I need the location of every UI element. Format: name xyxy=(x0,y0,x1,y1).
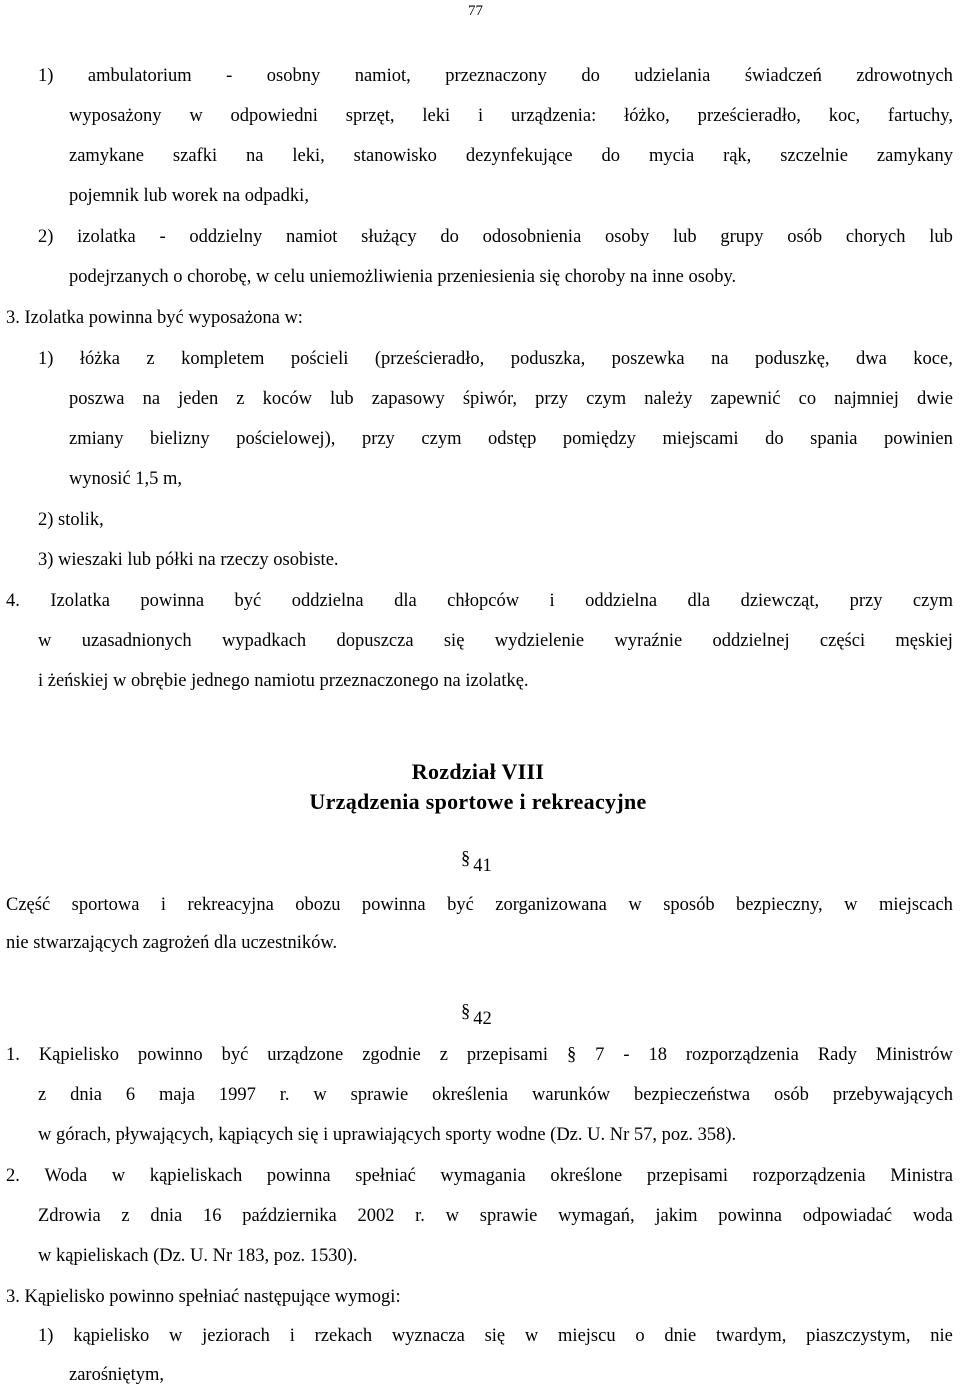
word: r. xyxy=(279,1085,290,1105)
word: się xyxy=(484,1326,506,1346)
word: wymagań, xyxy=(558,1206,635,1226)
word: zgodnie xyxy=(362,1045,421,1065)
word: dwa xyxy=(856,349,887,369)
word: dopuszcza xyxy=(336,631,414,651)
word: z xyxy=(439,1045,448,1065)
word: Izolatka xyxy=(50,591,110,611)
word: i xyxy=(478,106,484,126)
word: z xyxy=(38,1085,47,1105)
word: czym xyxy=(912,591,953,611)
word: koc, xyxy=(828,106,861,126)
word: zamykany xyxy=(876,146,953,166)
word: części xyxy=(819,631,866,651)
word: rozporządzenia xyxy=(685,1045,799,1065)
word: jeziorach xyxy=(202,1326,270,1346)
word: w xyxy=(38,631,52,651)
word: 1) xyxy=(38,1326,54,1346)
word: odpowiedni xyxy=(230,106,318,126)
chapter-subtitle: Urządzenia sportowe i rekreacyjne xyxy=(309,789,647,814)
word: piaszczystym, xyxy=(806,1326,911,1346)
word: przepisami xyxy=(466,1045,549,1065)
word: się xyxy=(443,631,465,651)
word: dnia xyxy=(150,1206,183,1226)
word: być xyxy=(221,1045,249,1065)
word: 6 xyxy=(125,1085,136,1105)
word: przebywających xyxy=(832,1085,953,1105)
word: wyraźnie xyxy=(614,631,683,651)
word: na xyxy=(142,389,161,409)
word: oddzielna xyxy=(585,591,658,611)
word: rąk, xyxy=(723,146,752,166)
word: wyposażony xyxy=(69,106,162,126)
word: obozu xyxy=(295,895,341,915)
word: 1) xyxy=(38,349,54,369)
word: sportowa xyxy=(71,895,140,915)
word: spania xyxy=(810,429,858,449)
word: 1997 xyxy=(218,1085,256,1105)
word: jeden xyxy=(178,389,219,409)
word: w xyxy=(628,895,642,915)
word: łóżko, xyxy=(624,106,670,126)
word: łóżka xyxy=(79,349,120,369)
text-line: wynosić 1,5 m, xyxy=(69,469,183,489)
word: osobny xyxy=(266,66,321,86)
word: dezynfekujące xyxy=(465,146,573,166)
word: wydzielenie xyxy=(494,631,585,651)
word: miejscami xyxy=(662,429,739,449)
word: powinna xyxy=(266,1166,331,1186)
word: udzielania xyxy=(634,66,711,86)
word: zdrowotnych xyxy=(856,66,953,86)
word: prześcieradło, xyxy=(697,106,801,126)
word: 4. xyxy=(6,591,20,611)
word: osób xyxy=(773,1085,809,1105)
word: przy xyxy=(849,591,883,611)
word: miejscach xyxy=(878,895,953,915)
word: wymagania xyxy=(440,1166,526,1186)
word: ambulatorium xyxy=(87,66,192,86)
word: 16 xyxy=(202,1206,222,1226)
word: sprzęt, xyxy=(345,106,395,126)
word: 7 xyxy=(595,1045,605,1065)
word: fartuchy, xyxy=(887,106,953,126)
word: na xyxy=(711,349,729,369)
word: dla xyxy=(687,591,711,611)
word: odpowiadać xyxy=(802,1206,893,1226)
chapter-title: Rozdział VIII xyxy=(411,759,545,784)
word: Ministra xyxy=(890,1166,953,1186)
word: sposób xyxy=(663,895,715,915)
word: Rady xyxy=(817,1045,857,1065)
word: woda xyxy=(912,1206,953,1226)
word: w xyxy=(111,1166,126,1186)
word: warunków xyxy=(532,1085,611,1105)
word: odosobnienia xyxy=(482,227,582,247)
text-line: nie stwarzających zagrożeń dla uczestników. xyxy=(6,933,338,953)
section-sign: § xyxy=(461,1002,471,1022)
word: bezpieczeństwa xyxy=(634,1085,751,1105)
word: być xyxy=(447,895,474,915)
word: służący xyxy=(361,227,417,247)
word: i xyxy=(160,895,167,915)
word: zapasowy xyxy=(371,389,445,409)
word: poszewka xyxy=(611,349,685,369)
word: przy xyxy=(361,429,395,449)
text-line xyxy=(38,1205,953,1227)
page-number: 77 xyxy=(468,3,483,19)
section-sign: § xyxy=(461,849,471,869)
word: grupy xyxy=(720,227,764,247)
word: bielizny xyxy=(150,429,210,449)
word: wyznacza xyxy=(391,1326,465,1346)
text-line: w kąpieliskach (Dz. U. Nr 183, poz. 1530). xyxy=(38,1246,358,1266)
text-line: 3. Kąpielisko powinno spełniać następujące wymogi: xyxy=(6,1287,401,1307)
text-line: 3. Izolatka powinna być wyposażona w: xyxy=(6,308,303,328)
word: powinna xyxy=(361,895,426,915)
word: chłopców xyxy=(447,591,520,611)
paragraph-42-number xyxy=(461,1002,492,1030)
word: - xyxy=(226,66,233,86)
word: lub xyxy=(330,389,354,409)
word: poduszkę, xyxy=(755,349,830,369)
word: i xyxy=(289,1326,295,1346)
word: 18 xyxy=(648,1045,667,1065)
word: z xyxy=(236,389,245,409)
text-line: w górach, pływających, kąpiących się i uprawiających sporty wodne (Dz. U. Nr 57, poz. 358). xyxy=(38,1125,737,1145)
word: w xyxy=(313,1085,327,1105)
text-line xyxy=(38,630,953,652)
word: zamykane xyxy=(69,146,144,166)
word: dwie xyxy=(917,389,953,409)
word: Woda xyxy=(44,1166,88,1186)
word: poduszka, xyxy=(510,349,586,369)
word: i xyxy=(549,591,555,611)
word: szafki xyxy=(172,146,218,166)
word: być xyxy=(234,591,262,611)
word: października xyxy=(242,1206,337,1226)
word: nie xyxy=(930,1326,953,1346)
word: śpiwór, xyxy=(462,389,518,409)
word: należy xyxy=(644,389,693,409)
word: oddzielna xyxy=(291,591,364,611)
text-line xyxy=(6,590,953,612)
paragraph-41-number xyxy=(461,849,492,877)
word: bezpieczny, xyxy=(736,895,823,915)
word: - xyxy=(623,1045,630,1065)
word: 2002 xyxy=(357,1206,395,1226)
word: w xyxy=(524,1326,539,1346)
word: w xyxy=(445,1206,460,1226)
word: kąpieliskach xyxy=(149,1166,243,1186)
text-line xyxy=(6,1165,953,1187)
word: miejscu xyxy=(558,1326,616,1346)
word: szczelnie xyxy=(780,146,849,166)
text-line xyxy=(6,1044,953,1066)
word: maja xyxy=(159,1085,195,1105)
word: 2. xyxy=(6,1166,20,1186)
word: w xyxy=(189,106,203,126)
text-line: zarośniętym, xyxy=(69,1365,165,1385)
word: rozporządzenia xyxy=(752,1166,866,1186)
word: do xyxy=(440,227,459,247)
word: w xyxy=(169,1326,183,1346)
word: osób xyxy=(787,227,823,247)
text-line xyxy=(69,388,953,410)
word: oddzielny xyxy=(189,227,263,247)
text-line: 2) stolik, xyxy=(38,510,104,530)
word: Ministrów xyxy=(875,1045,953,1065)
word: osoby xyxy=(605,227,650,247)
word: urządzone xyxy=(267,1045,344,1065)
word: z xyxy=(146,349,155,369)
word: powinna xyxy=(718,1206,782,1226)
word: - xyxy=(159,227,166,247)
word: 2) xyxy=(38,227,54,247)
word: § xyxy=(566,1045,577,1065)
word: dziewcząt, xyxy=(740,591,820,611)
word: zapewnić xyxy=(710,389,781,409)
paragraph-number: 42 xyxy=(473,1009,492,1029)
word: przepisami xyxy=(646,1166,729,1186)
word: zmiany xyxy=(69,429,124,449)
word: najmniej xyxy=(834,389,899,409)
word: sprawie xyxy=(350,1085,409,1105)
word: do xyxy=(601,146,621,166)
word: Część xyxy=(6,895,51,915)
word: o xyxy=(635,1326,645,1346)
text-line: podejrzanych o chorobę, w celu uniemożliwienia przeniesienia się choroby na inne osoby. xyxy=(69,267,737,287)
word: rzekach xyxy=(314,1326,373,1346)
word: określone xyxy=(550,1166,623,1186)
word: do xyxy=(581,66,600,86)
word: powinna xyxy=(140,591,205,611)
word: sprawie xyxy=(479,1206,538,1226)
word: wypadkach xyxy=(221,631,307,651)
word: powinno xyxy=(137,1045,203,1065)
word: pościeli xyxy=(290,349,349,369)
text-line xyxy=(38,348,953,370)
text-line xyxy=(69,428,953,450)
word: powinien xyxy=(884,429,953,449)
word: czym xyxy=(586,389,627,409)
word: przeznaczony xyxy=(445,66,547,86)
word: twardym, xyxy=(716,1326,787,1346)
text-line: pojemnik lub worek na odpadki, xyxy=(69,186,309,206)
word: 1) xyxy=(38,66,54,86)
text-line xyxy=(69,105,953,127)
word: pościelowej), xyxy=(236,429,336,449)
word: 1. xyxy=(6,1045,20,1065)
word: leki xyxy=(422,106,451,126)
word: namiot, xyxy=(354,66,411,86)
word: z xyxy=(121,1206,130,1226)
word: lub xyxy=(929,227,953,247)
word: uzasadnionych xyxy=(81,631,192,651)
word: jakim xyxy=(655,1206,698,1226)
word: męskiej xyxy=(895,631,953,651)
word: dnia xyxy=(70,1085,102,1105)
word: oddzielnej xyxy=(712,631,790,651)
word: r. xyxy=(415,1206,425,1226)
text-line xyxy=(38,1084,953,1106)
text-line: 3) wieszaki lub półki na rzeczy osobiste. xyxy=(38,550,339,570)
word: w xyxy=(844,895,858,915)
word: Kąpielisko xyxy=(38,1045,119,1065)
word: Zdrowia xyxy=(38,1206,101,1226)
word: przy xyxy=(535,389,569,409)
word: mycia xyxy=(648,146,695,166)
word: leki, xyxy=(292,146,325,166)
word: koce, xyxy=(913,349,953,369)
word: kąpielisko xyxy=(73,1326,150,1346)
word: urządzenia: xyxy=(510,106,597,126)
paragraph-number: 41 xyxy=(473,856,492,876)
word: chorych xyxy=(845,227,906,247)
text-line xyxy=(38,226,953,248)
word: do xyxy=(765,429,784,449)
word: spełniać xyxy=(355,1166,416,1186)
word: rekreacyjna xyxy=(187,895,274,915)
word: odstęp xyxy=(488,429,537,449)
word: określenia xyxy=(432,1085,509,1105)
word: zorganizowana xyxy=(495,895,607,915)
word: świadczeń xyxy=(744,66,822,86)
word: stanowisko xyxy=(353,146,437,166)
text-line xyxy=(69,145,953,167)
word: koców xyxy=(262,389,312,409)
word: czym xyxy=(421,429,462,449)
word: poszwa xyxy=(69,389,125,409)
word: lub xyxy=(672,227,697,247)
text-line xyxy=(38,65,953,87)
word: dla xyxy=(394,591,417,611)
text-line xyxy=(6,894,953,916)
word: co xyxy=(798,389,817,409)
word: izolatka xyxy=(77,227,136,247)
word: namiot xyxy=(286,227,338,247)
word: pomiędzy xyxy=(562,429,636,449)
word: na xyxy=(246,146,264,166)
text-line: i żeńskiej w obrębie jednego namiotu przeznaczonego na izolatkę. xyxy=(38,671,529,691)
word: (prześcieradło, xyxy=(374,349,485,369)
word: kompletem xyxy=(181,349,265,369)
word: dnie xyxy=(664,1326,697,1346)
text-line xyxy=(38,1325,953,1347)
